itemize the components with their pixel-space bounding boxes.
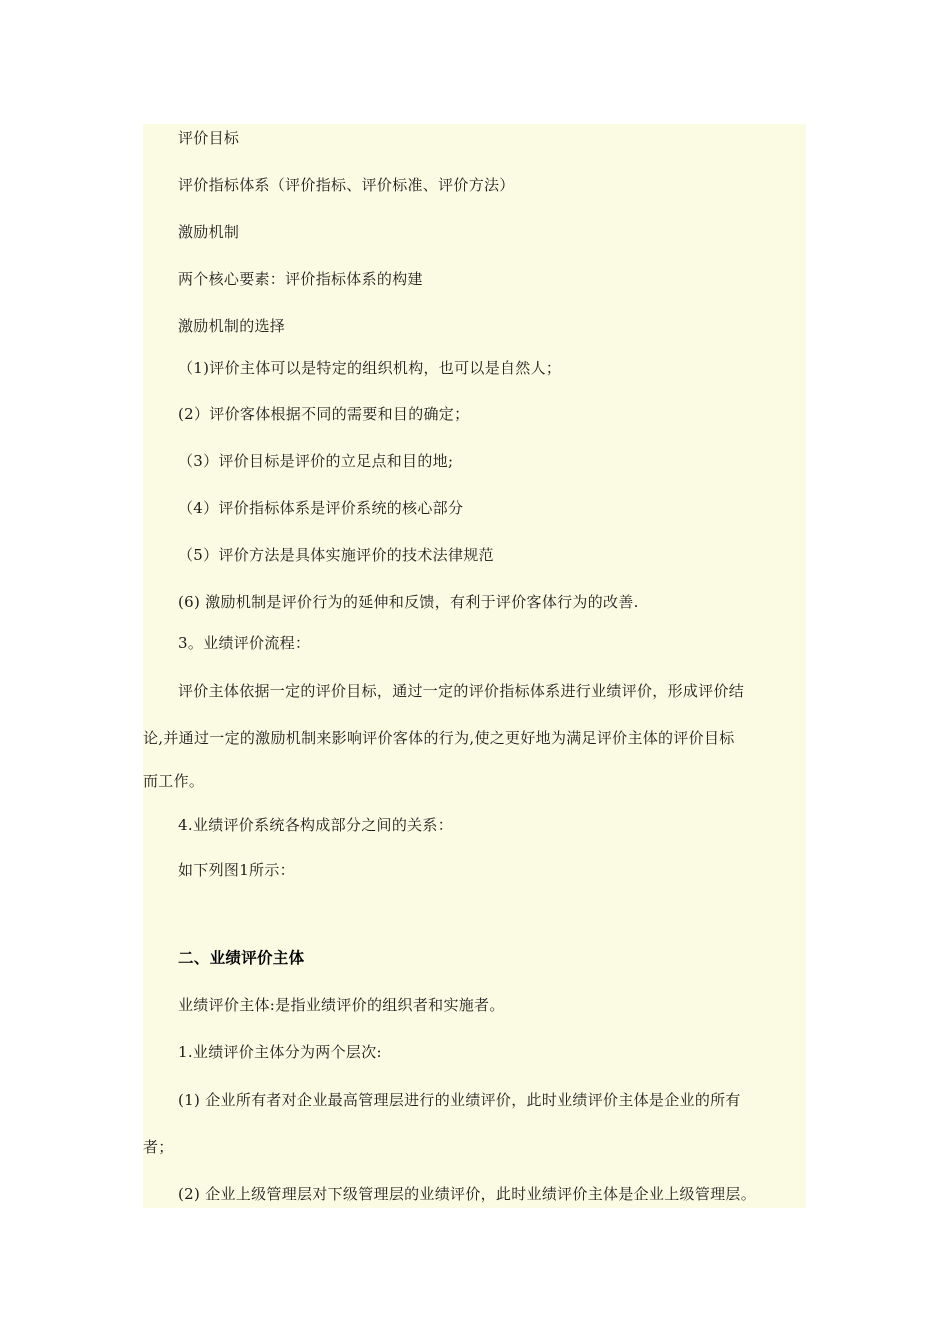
text-line-two-core-elements: 两个核心要素：评价指标体系的构建	[178, 270, 423, 288]
paragraph-process-line-3: 而工作。	[143, 772, 205, 790]
text-line-item-5: （5）评价方法是具体实施评价的技术法律规范	[178, 546, 494, 564]
text-line-item-3: （3）评价目标是评价的立足点和目的地;	[178, 452, 454, 470]
section-3-title: 3。业绩评价流程：	[178, 634, 311, 652]
text-line-evaluation-goal: 评价目标	[178, 129, 240, 147]
paragraph-process-line-2: 论,并通过一定的激励机制来影响评价客体的行为,使之更好地为满足评价主体的评价目标	[143, 729, 735, 747]
subject-level-1-line-1: (1) 企业所有者对企业最高管理层进行的业绩评价，此时业绩评价主体是企业的所有	[178, 1091, 741, 1109]
section-4-title: 4.业绩评价系统各构成部分之间的关系：	[178, 816, 454, 834]
subject-level-1-line-2: 者；	[143, 1138, 174, 1156]
text-line-item-4: （4）评价指标体系是评价系统的核心部分	[178, 499, 464, 517]
text-line-incentive-choice: 激励机制的选择	[178, 317, 286, 335]
text-line-incentive-mechanism: 激励机制	[178, 223, 240, 241]
section-heading-evaluation-subject: 二、业绩评价主体	[178, 948, 305, 967]
subject-levels-title: 1.业绩评价主体分为两个层次:	[178, 1043, 382, 1061]
text-line-item-6: (6) 激励机制是评价行为的延伸和反馈，有利于评价客体行为的改善.	[178, 593, 639, 611]
text-line-item-2: (2）评价客体根据不同的需要和目的确定；	[178, 405, 470, 423]
text-line-item-1: （1)评价主体可以是特定的组织机构，也可以是自然人；	[178, 359, 562, 377]
paragraph-process-line-1: 评价主体依据一定的评价目标，通过一定的评价指标体系进行业绩评价，形成评价结	[178, 682, 745, 700]
figure-reference: 如下列图1所示：	[178, 861, 295, 879]
definition-evaluation-subject: 业绩评价主体:是指业绩评价的组织者和实施者。	[178, 996, 505, 1014]
text-line-indicator-system: 评价指标体系（评价指标、评价标准、评价方法）	[178, 176, 515, 194]
subject-level-2: (2) 企业上级管理层对下级管理层的业绩评价，此时业绩评价主体是企业上级管理层。	[178, 1185, 757, 1203]
